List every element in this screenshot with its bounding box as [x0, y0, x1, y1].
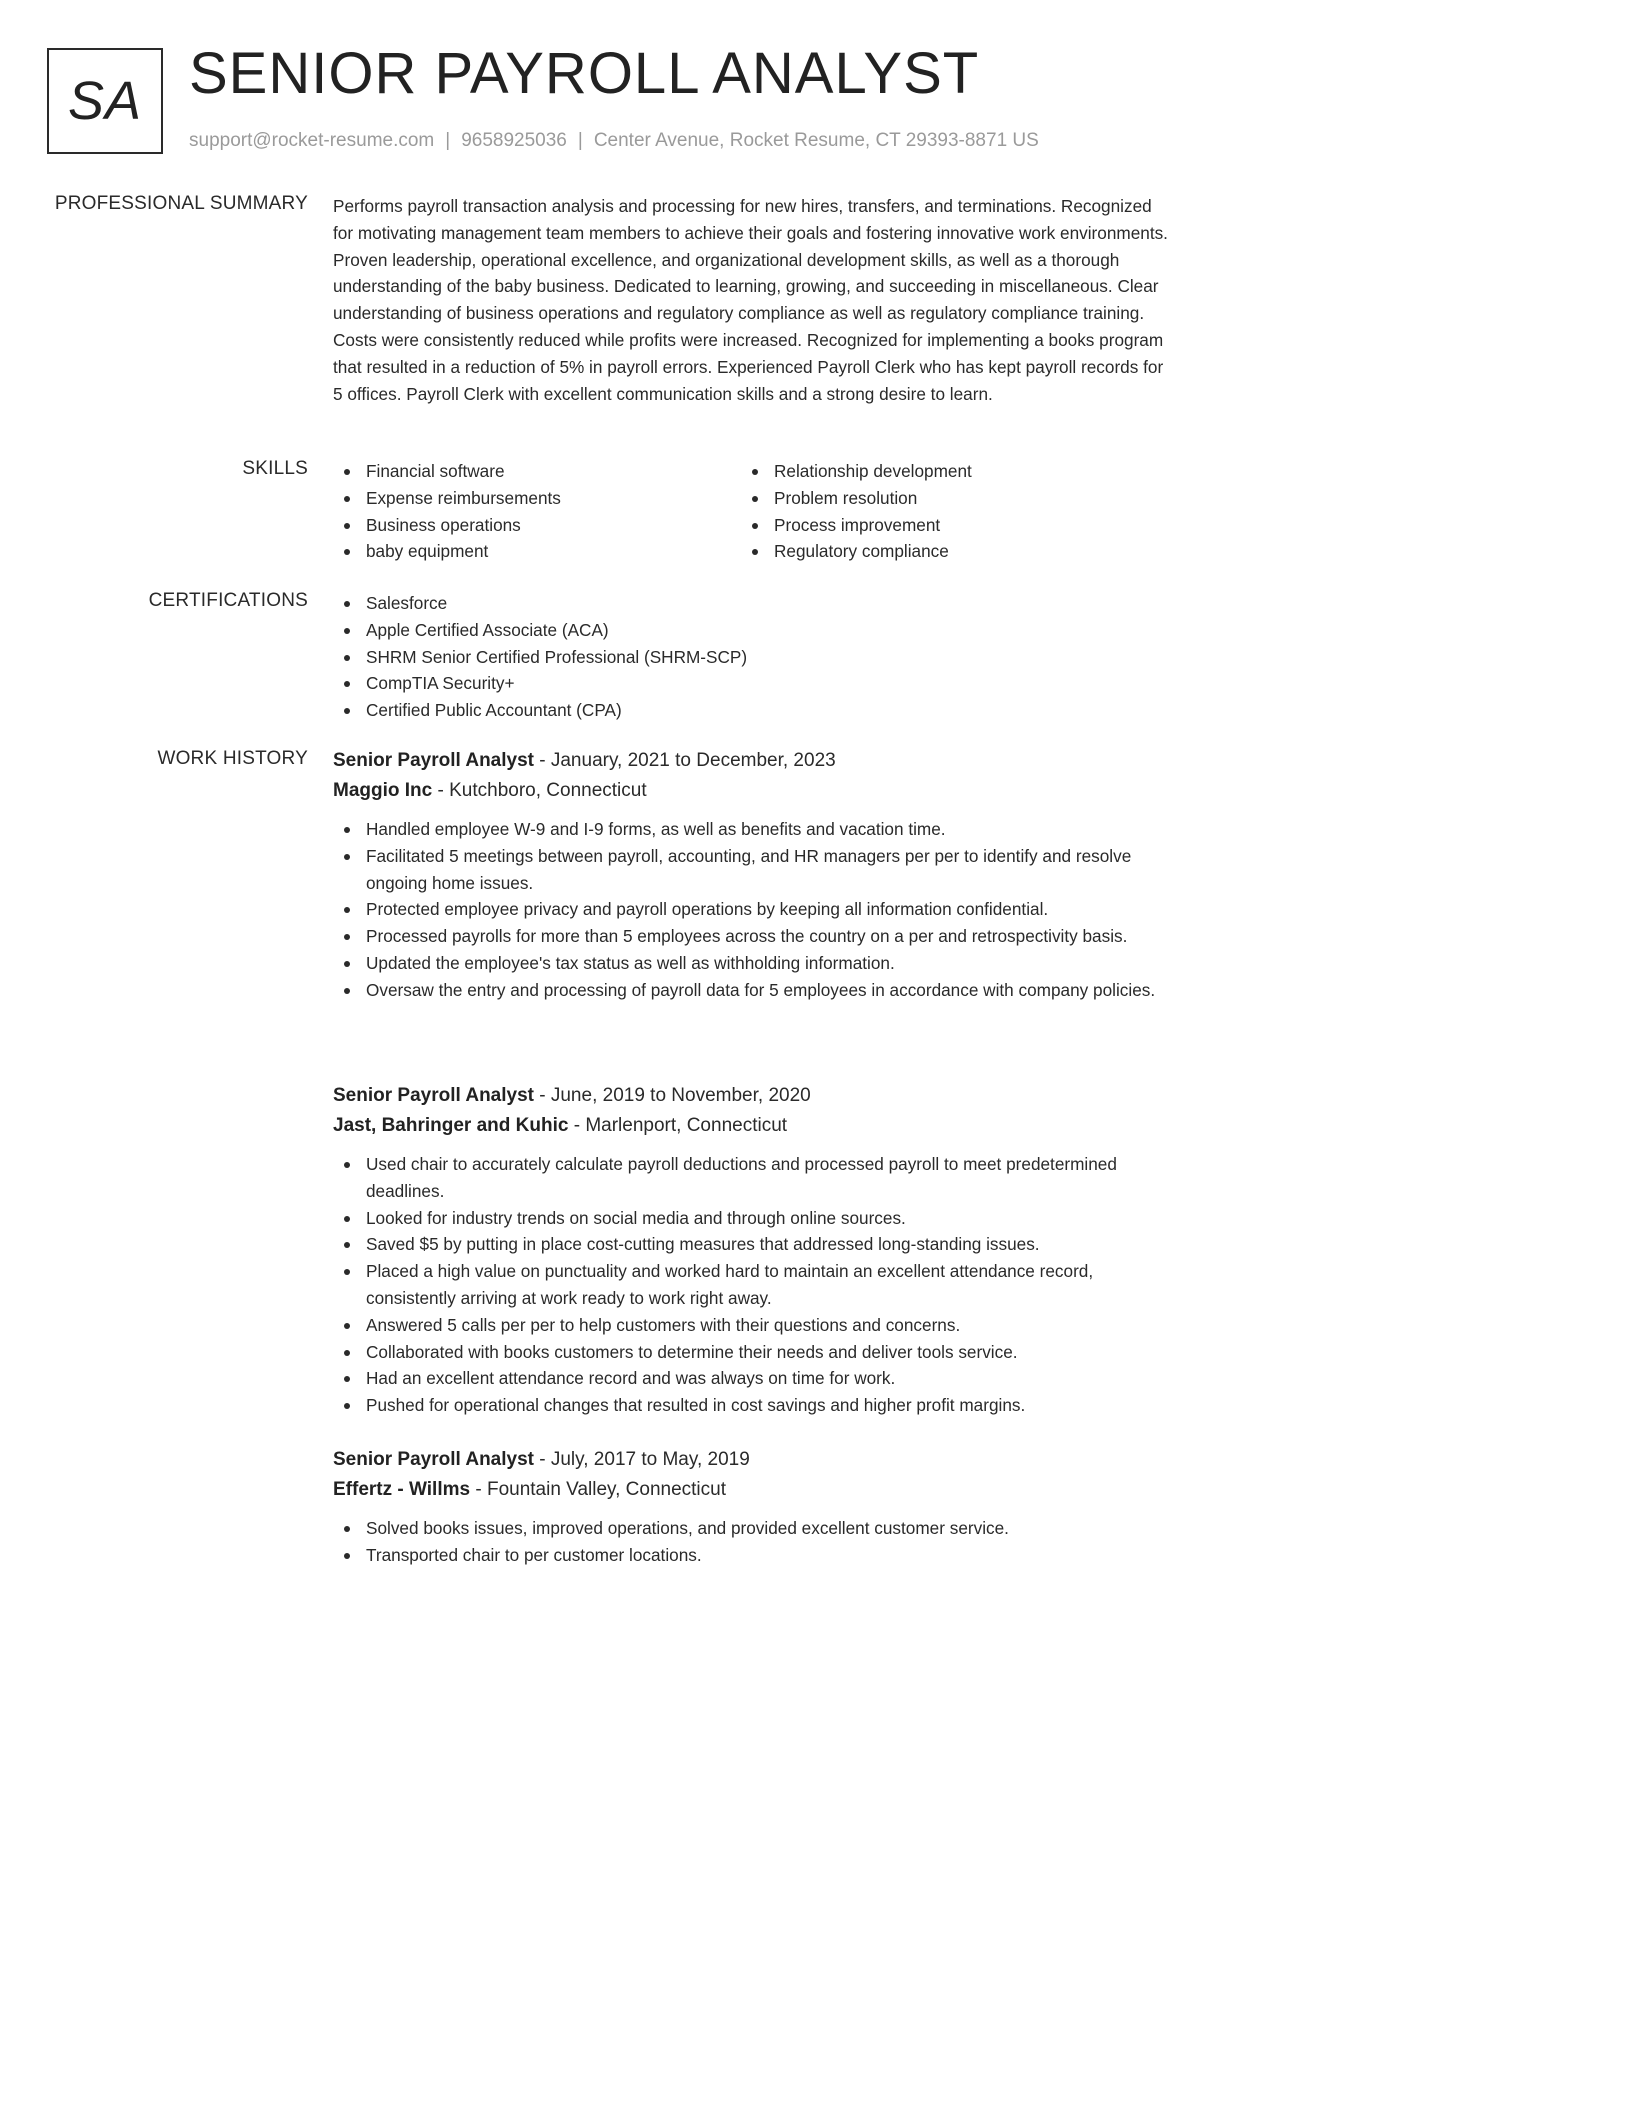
- job-bullet: Facilitated 5 meetings between payroll, accounting, and HR managers per per to identify and resolve ongoing home issues.: [333, 843, 1168, 897]
- job-entry: [333, 1445, 1168, 1569]
- contact-phone: 9658925036: [461, 130, 567, 151]
- skill-item: Process improvement: [741, 512, 1149, 539]
- skill-item: Expense reimbursements: [333, 485, 741, 512]
- job-bullet: Processed payrolls for more than 5 employees across the country on a per and retrospectivity basis.: [333, 923, 1168, 950]
- certification-item: Salesforce: [333, 590, 1168, 617]
- skill-item: Problem resolution: [741, 485, 1149, 512]
- certification-item: Apple Certified Associate (ACA): [333, 617, 1168, 644]
- monogram-badge: [47, 48, 163, 154]
- contact-separator: |: [445, 130, 451, 151]
- skills-heading: SKILLS: [242, 458, 308, 479]
- summary-heading: PROFESSIONAL SUMMARY: [54, 193, 308, 214]
- contact-line: [189, 130, 1039, 152]
- monogram-initials: SA: [67, 71, 143, 131]
- skill-item: Business operations: [333, 512, 741, 539]
- job-location: - Kutchboro, Connecticut: [432, 780, 647, 801]
- job-bullet: Collaborated with books customers to determine their needs and deliver tools service.: [333, 1339, 1168, 1366]
- job-dates: - June, 2019 to November, 2020: [533, 1085, 811, 1106]
- job-location: - Marlenport, Connecticut: [568, 1115, 788, 1136]
- job-company: Jast, Bahringer and Kuhic: [333, 1115, 569, 1136]
- job-dates: - July, 2017 to May, 2019: [533, 1449, 750, 1470]
- job-title: Senior Payroll Analyst: [333, 1449, 534, 1470]
- certification-item: CompTIA Security+: [333, 670, 1168, 697]
- job-title: Senior Payroll Analyst: [333, 1085, 534, 1106]
- skill-item: baby equipment: [333, 538, 741, 565]
- job-location: - Fountain Valley, Connecticut: [470, 1479, 727, 1500]
- job-company-line: [333, 1475, 1168, 1505]
- job-bullet: Handled employee W-9 and I-9 forms, as well as benefits and vacation time.: [333, 816, 1168, 843]
- job-entry: [333, 746, 1168, 1004]
- contact-address: Center Avenue, Rocket Resume, CT 29393-8871 US: [593, 130, 1039, 151]
- skill-item: Relationship development: [741, 458, 1149, 485]
- contact-email: support@rocket-resume.com: [189, 130, 435, 151]
- job-bullet: Saved $5 by putting in place cost-cutting measures that addressed long-standing issues.: [333, 1231, 1168, 1258]
- job-dates: - January, 2021 to December, 2023: [533, 750, 836, 771]
- certifications-list: [333, 590, 1168, 724]
- resume-name: SENIOR PAYROLL ANALYST: [189, 41, 980, 106]
- skills-list-left: [333, 458, 741, 565]
- job-title-line: [333, 746, 1168, 776]
- job-bullet: Updated the employee's tax status as well as withholding information.: [333, 950, 1168, 977]
- job-bullet: Pushed for operational changes that resulted in cost savings and higher profit margins.: [333, 1392, 1168, 1419]
- job-bullet: Answered 5 calls per per to help customers with their questions and concerns.: [333, 1312, 1168, 1339]
- job-bullets: [333, 816, 1168, 1004]
- skills-grid: [333, 458, 1168, 565]
- contact-separator: |: [577, 130, 583, 151]
- work-history-heading: WORK HISTORY: [157, 748, 308, 769]
- job-bullet: Protected employee privacy and payroll operations by keeping all information confidential.: [333, 896, 1168, 923]
- job-bullet: Had an excellent attendance record and was always on time for work.: [333, 1365, 1168, 1392]
- certification-item: Certified Public Accountant (CPA): [333, 697, 1168, 724]
- job-company-line: [333, 1111, 1168, 1141]
- certifications-body: [333, 590, 1168, 724]
- skill-item: Regulatory compliance: [741, 538, 1149, 565]
- summary-body: [333, 193, 1168, 407]
- job-company: Effertz - Willms: [333, 1479, 471, 1500]
- job-bullet: Solved books issues, improved operations, and provided excellent customer service.: [333, 1515, 1168, 1542]
- skills-body: [333, 458, 1168, 565]
- job-bullet: Used chair to accurately calculate payroll deductions and processed payroll to meet predetermined deadlines.: [333, 1151, 1168, 1205]
- job-bullets: [333, 1151, 1168, 1419]
- job-entry: [333, 1081, 1168, 1419]
- job-company-line: [333, 776, 1168, 806]
- job-bullets: [333, 1515, 1168, 1569]
- skill-item: Financial software: [333, 458, 741, 485]
- job-title-line: [333, 1445, 1168, 1475]
- job-title-line: [333, 1081, 1168, 1111]
- job-title: Senior Payroll Analyst: [333, 750, 534, 771]
- job-company: Maggio Inc: [333, 780, 433, 801]
- job-bullet: Transported chair to per customer locations.: [333, 1542, 1168, 1569]
- job-bullet: Looked for industry trends on social media and through online sources.: [333, 1205, 1168, 1232]
- certification-item: SHRM Senior Certified Professional (SHRM-SCP): [333, 644, 1168, 671]
- job-bullet: Oversaw the entry and processing of payroll data for 5 employees in accordance with company policies.: [333, 977, 1168, 1004]
- summary-text: Performs payroll transaction analysis and processing for new hires, transfers, and terminations. Recognized for motivating management team members to achieve their goals and fostering innovative work environments. Proven leadership, operational excellence, and organizational development skills, as well as a thorough understanding of the baby business. Dedicated to learning, growing, and succeeding in miscellaneous. Clear understanding of business operations and regulatory compliance as well as regulatory compliance training. Costs were consistently reduced while profits were increased. Recognized for implementing a books program that resulted in a reduction of 5% in payroll errors. Experienced Payroll Clerk who has kept payroll records for 5 offices. Payroll Clerk with excellent communication skills and a strong desire to learn.: [333, 196, 1168, 404]
- job-bullet: Placed a high value on punctuality and worked hard to maintain an excellent attendance record, consistently arriving at work ready to work right away.: [333, 1258, 1168, 1312]
- skills-list-right: [741, 458, 1149, 565]
- certifications-heading: CERTIFICATIONS: [148, 590, 308, 611]
